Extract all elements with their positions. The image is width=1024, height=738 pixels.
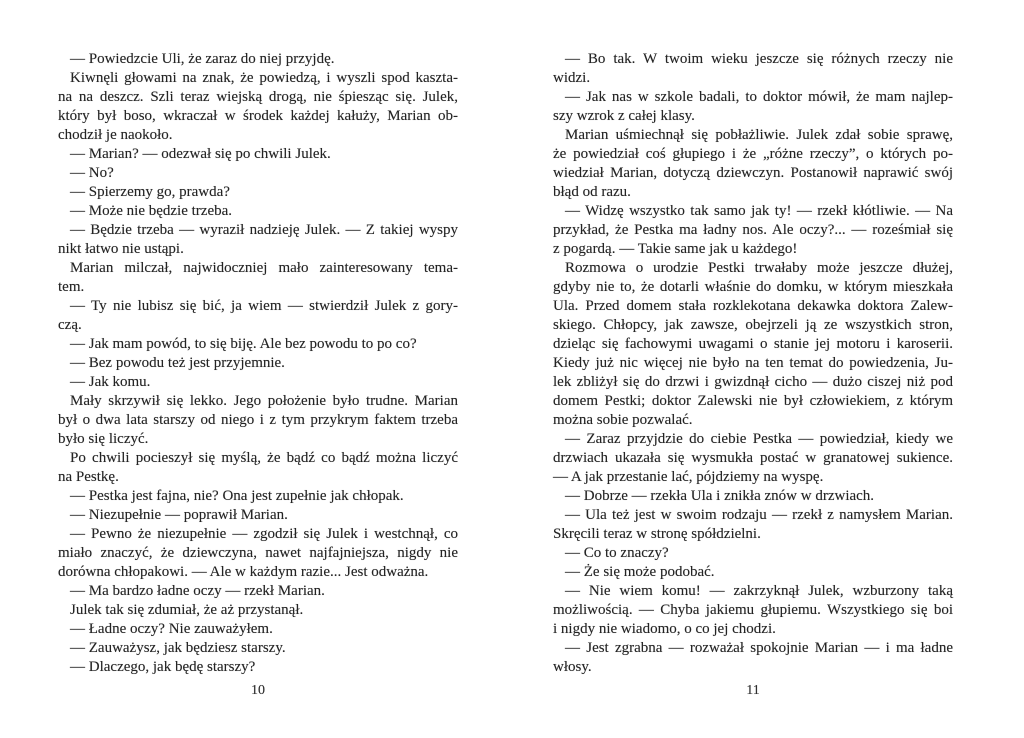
text-line: że powiedział coś głupiego i że „różne rzeczy”, o których po-	[553, 146, 953, 162]
text-line: gdyby nie to, że dotarli właśnie do domku, w którym mieszkała	[553, 279, 953, 295]
text-line: — Nie wiem komu! — zakrzyknął Julek, wzburzony taką	[565, 583, 953, 599]
text-line: Skręcili teraz w stronę spółdzielni.	[553, 526, 761, 542]
page-number-left: 10	[251, 683, 265, 698]
page-left-text-column	[58, 50, 458, 677]
text-line: — Niezupełnie — poprawił Marian.	[70, 507, 288, 523]
text-line: przykład, że Pestka ma ładny nos. Ale oczy?... — roześmiał się	[553, 222, 953, 238]
text-line: Julek tak się zdumiał, że aż przystanął.	[70, 602, 304, 618]
text-line: Ula. Przed domem stała rozklekotana dekawka doktora Zalew-	[553, 298, 953, 314]
text-line: na na deszcz. Szli teraz wiejską drogą, nie śpiesząc się. Julek,	[58, 89, 458, 105]
text-line: Po chwili pocieszył się myślą, że bądź co bądź można liczyć	[70, 450, 458, 466]
text-line: i nigdy nie wiadomo, o co jej chodzi.	[553, 621, 776, 637]
text-line: — Spierzemy go, prawda?	[70, 184, 230, 200]
text-line: Mały skrzywił się lekko. Jego położenie było trudne. Marian	[70, 393, 458, 409]
text-line: — Jak mam powód, to się biję. Ale bez powodu to po co?	[70, 336, 417, 352]
text-line: nikt łatwo nie ustąpi.	[58, 241, 184, 257]
text-line: Rozmowa o urodzie Pestki trwałaby może jeszcze dłużej,	[565, 260, 953, 276]
text-line: — Ładne oczy? Nie zauważyłem.	[70, 621, 273, 637]
text-line: który był boso, wkraczał w środek każdej kałuży, Marian ob-	[58, 108, 458, 124]
text-line: tem.	[58, 279, 85, 295]
text-line: drzwiach ukazała się wysmukła postać w granatowej sukience.	[553, 450, 953, 466]
text-line: — Bez powodu też jest przyjemnie.	[70, 355, 285, 371]
text-line: lek zbliżył się do drzwi i gwizdnął cicho — dużo ciszej niż pod	[553, 374, 953, 390]
page-right-text	[553, 50, 953, 677]
text-line: dorówna chłopakowi. — Ale w każdym razie... Jest odważna.	[58, 564, 429, 580]
text-line: wiedział Marian, dotyczą dziewczyn. Postanowił naprawić swój	[553, 165, 953, 181]
text-line: — Powiedzcie Uli, że zaraz do niej przyjdę.	[70, 51, 335, 67]
text-line: — Marian? — odezwał się po chwili Julek.	[70, 146, 331, 162]
text-line: możliwością. — Chyba jakiemu głupiemu. Wszystkiego się boi	[553, 602, 953, 618]
text-line: — Zaraz przyjdzie do ciebie Pestka — powiedział, kiedy we	[565, 431, 953, 447]
text-line: — Będzie trzeba — wyraził nadzieję Julek. — Z takiej wyspy	[70, 222, 458, 238]
text-line: miało znaczyć, że dziewczyna, nawet najfajniejsza, nigdy nie	[58, 545, 458, 561]
text-line: Kiwnęli głowami na znak, że powiedzą, i wyszli spod kaszta-	[70, 70, 458, 86]
text-line: — Pestka jest fajna, nie? Ona jest zupełnie jak chłopak.	[70, 488, 404, 504]
text-line: było się liczyć.	[58, 431, 149, 447]
text-line: — Dobrze — rzekła Ula i znikła znów w drzwiach.	[565, 488, 875, 504]
text-line: — Ma bardzo ładne oczy — rzekł Marian.	[70, 583, 325, 599]
text-line: Marian milczał, najwidoczniej mało zainteresowany tema-	[70, 260, 458, 276]
text-line: — Pewno że niezupełnie — zgodził się Julek i westchnął, co	[70, 526, 458, 542]
text-line: błąd od razu.	[553, 184, 631, 200]
text-line: z pogardą. — Takie same jak u każdego!	[553, 241, 798, 257]
text-line: — A jak przestanie lać, pójdziemy na wyspę.	[553, 469, 824, 485]
text-line: szy wzrok z całej klasy.	[553, 108, 695, 124]
text-line: — Jak komu.	[70, 374, 151, 390]
text-line: — Widzę wszystko tak samo jak ty! — rzekł kłótliwie. — Na	[565, 203, 953, 219]
text-line: chodził je naokoło.	[58, 127, 173, 143]
text-line: — Jak nas w szkole badali, to doktor mówił, że mam najlep-	[565, 89, 953, 105]
text-line: włosy.	[553, 659, 592, 675]
text-line: skiego. Chłopcy, jak zawsze, obejrzeli ją ze wszystkich stron,	[553, 317, 953, 333]
text-line: był o dwa lata starszy od niego i z tym przykrym faktem trzeba	[58, 412, 458, 428]
text-line: — Jest zgrabna — rozważał spokojnie Marian — i ma ładne	[565, 640, 953, 656]
text-line: — Może nie będzie trzeba.	[70, 203, 233, 219]
text-line: domem Pestki; doktor Zalewski nie był człowiekiem, z którym	[553, 393, 953, 409]
text-line: Kiedy już nic więcej nie było na ten temat do powiedzenia, Ju-	[553, 355, 953, 371]
page-number-right: 11	[746, 683, 760, 698]
text-line: — Że się może podobać.	[565, 564, 715, 580]
text-line: — No?	[70, 165, 114, 181]
text-line: — Zauważysz, jak będziesz starszy.	[70, 640, 286, 656]
page-left-text	[58, 50, 458, 677]
text-line: — Bo tak. W twoim wieku jeszcze się różnych rzeczy nie	[565, 51, 953, 67]
text-line: — Ty nie lubisz się bić, ja wiem — stwierdził Julek z gory-	[70, 298, 458, 314]
page-right-text-column	[553, 50, 953, 677]
text-line: można sobie pozwalać.	[553, 412, 693, 428]
text-line: na Pestkę.	[58, 469, 119, 485]
text-line: — Co to znaczy?	[565, 545, 669, 561]
text-line: czą.	[58, 317, 82, 333]
text-line: — Dlaczego, jak będę starszy?	[70, 659, 256, 675]
text-line: — Ula też jest w swoim rodzaju — rzekł z namysłem Marian.	[565, 507, 953, 523]
text-line: widzi.	[553, 70, 591, 86]
text-line: dzieląc się fachowymi uwagami o stanie jej motoru i karoserii.	[553, 336, 953, 352]
text-line: Marian uśmiechnął się pobłażliwie. Julek zdał sobie sprawę,	[565, 127, 953, 143]
